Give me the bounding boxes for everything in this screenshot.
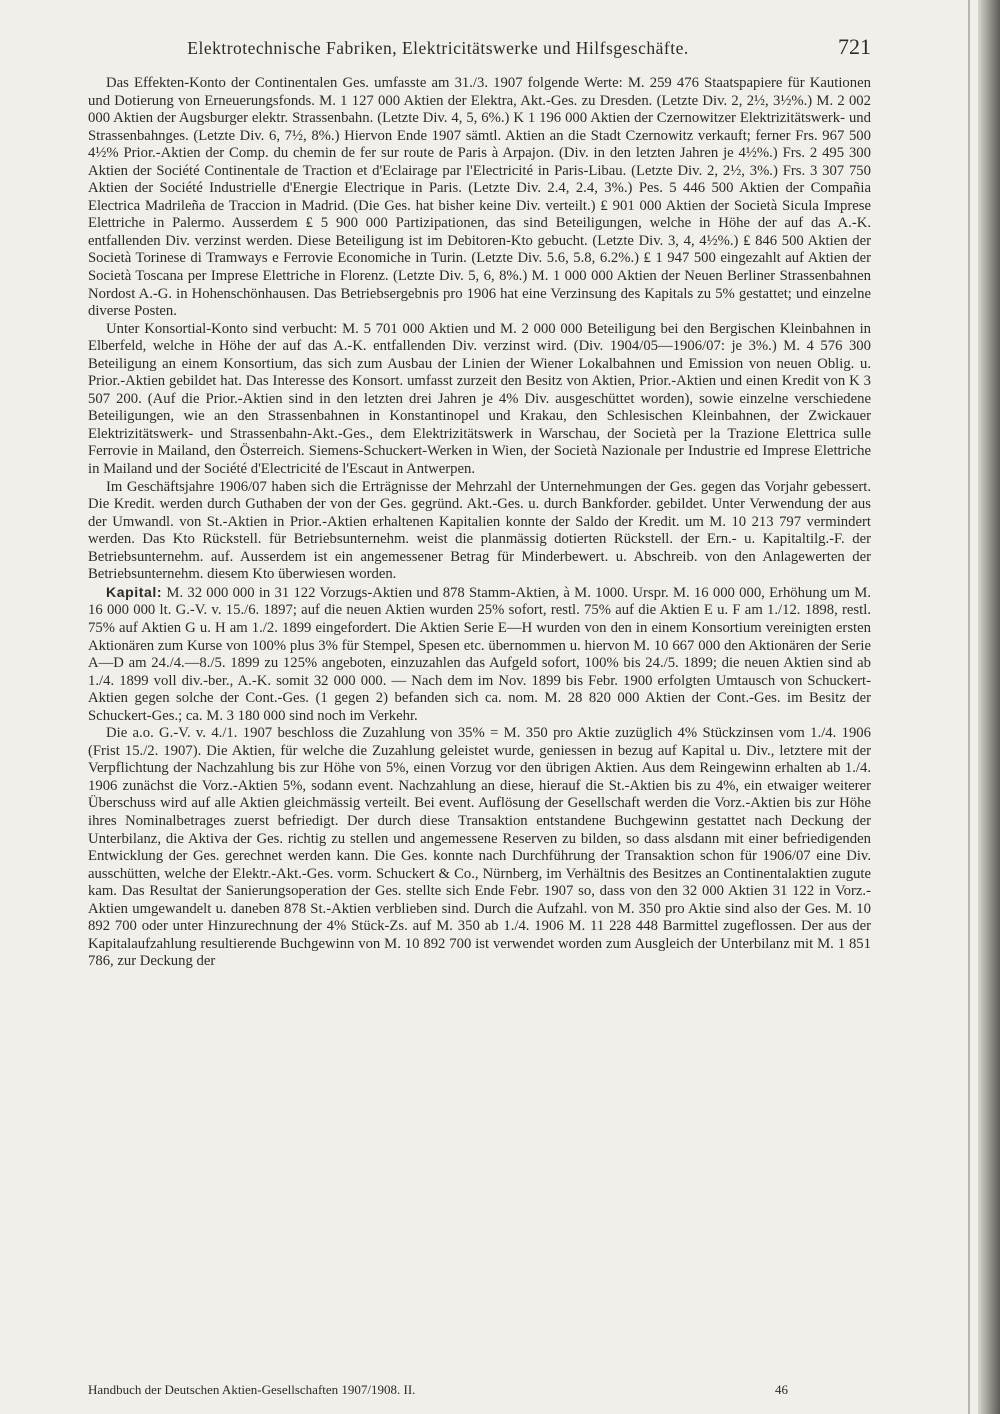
paragraph-konsortial-konto <box>88 321 871 479</box>
paragraph-text: M. 32 000 000 in 31 122 Vorzugs-Aktien und 878 Stamm-Aktien, à M. 1000. Urspr. M. 16 000 000, Erhöhung um M. 16 000 000 lt. G.-V. v. 15./6. 1897; auf die neuen Aktien wurden 25% sofort, restl. 75% auf die Aktien E u. F am 1./12. 1898, restl. 75% auf Aktien G u. H am 1./2. 1899 eingefordert. Die Aktien Serie E—H wurden von den in einem Konsortium vereinigten ersten Aktionären zum Kurse von 100% plus 3% für Stempel, Spesen etc. übernommen u. hiervon M. 10 667 000 den Aktionären der Serie A—D am 24./4.—8./5. 1899 zu 125% angeboten, einzuzahlen das Aufgeld sofort, 100% bis 24./5. 1899; die neuen Aktien sind ab 1./4. 1899 voll div.-ber., A.-K. somit 32 000 000. — Nach dem im Nov. 1899 bis Febr. 1900 erfolgten Umtausch von Schuckert-Aktien gegen solche der Cont.-Ges. (1 gegen 2) befanden sich ca. nom. M. 28 820 000 Aktien der Cont.-Ges. im Besitz der Schuckert-Ges.; ca. M. 3 180 000 sind noch im Verkehr. <box>88 584 872 724</box>
article-body <box>88 75 871 971</box>
paragraph-text: Die a.o. G.-V. v. 4./1. 1907 beschloss die Zuzahlung von 35% = M. 350 pro Aktie zuzüglich 4% Stückzinsen vom 1./4. 1906 (Frist 15./2. 1907). Die Aktien, für welche die Zuzahlung geleistet wurde, geniessen in bezug auf Kapital u. Div., letztere mit der Verpflichtung der Nachzahlung bis zur Höhe von 5%, einen Vorzug vor den übrigen Aktien. Aus dem Reingewinn erhalten ab 1./4. 1906 zunächst die Vorz.-Aktien 5%, sodann event. Nachzahlung an diese, hierauf die St.-Aktien bis zu 4%, ein etwaiger weiterer Überschuss wird auf alle Aktien gleichmässig verteilt. Bei event. Auflösung der Gesellschaft werden die Vorz.-Aktien bis zur Höhe ihres Nominalbetrages zuerst befriedigt. Der durch diese Transaktion entstandene Buchgewinn gestattet nach Deckung der Unterbilanz, die Aktiva der Ges. richtig zu stellen und angemessene Reserven zu bilden, so dass alsdann mit einer befriedigenden Entwicklung der Ges. gerechnet werden kann. Die Ges. konnte nach Durchführung der Transaktion schon für 1906/07 eine Div. ausschütten, welche der Elektr.-Akt.-Ges. vorm. Schuckert & Co., Nürnberg, im Verhältnis des Besitzes an Continentalaktien zugute kam. Das Resultat der Sanierungsoperation der Ges. stellte sich Ende Febr. 1907 so, dass von den 32 000 Aktien 31 122 in Vorz.-Aktien umgewandelt u. daneben 878 St.-Aktien verblieben sind. Durch die Aufzahl. von M. 350 pro Aktie sind also der Ges. M. 10 892 700 oder unter Hinzurechnung der 4% Stück-Zs. auf M. 350 ab 1./4. 1906 M. 11 228 448 Barmittel zugeflossen. Der aus der Kapitalaufzahlung resultierende Buchgewinn von M. 10 892 700 ist verwendet worden zum Ausgleich der Unterbilanz mit M. 1 851 786, zur Deckung der <box>88 725 871 970</box>
running-head <box>88 34 871 60</box>
page-gutter-line <box>968 0 970 1414</box>
paragraph-kapital <box>88 584 871 725</box>
paragraph-effekten-konto <box>88 75 871 321</box>
paragraph-text: Das Effekten-Konto der Continentalen Ges. umfasste am 31./3. 1907 folgende Werte: M. 259 476 Staatspapiere für Kautionen und Dotierung von Erneuerungsfonds. M. 1 127 000 Aktien der Elektra, Akt.-Ges. zu Dresden. (Letzte Div. 2, 2½, 3½%.) M. 2 002 000 Aktien der Augsburger elektr. Strassenbahn. (Letzte Div. 4, 5, 6%.) K 1 196 000 Aktien der Czernowitzer Elektrizitätswerk- und Strassenbahnges. (Letzte Div. 6, 7½, 8%.) Hiervon Ende 1907 sämtl. Aktien an die Stadt Czernowitz verkauft; ferner Frs. 967 500 4½% Prior.-Aktien der Comp. du chemin de fer sur route de Paris à Arpajon. (Div. in den letzten Jahren je 4½%.) Frs. 2 495 300 Aktien der Société Continentale de Traction et d'Eclairage par l'Electricité in Paris-Libau. (Letzte Div. 2, 2½, 3%.) Frs. 3 307 750 Aktien der Société Industrielle d'Energie Electrique in Paris. (Letzte Div. 2.4, 2.4, 3%.) Pes. 5 446 500 Aktien der Compañia Electrica Madrileña de Traccion in Madrid. (Die Ges. hat bisher keine Div. verteilt.) ₤ 901 000 Aktien der Società Sicula Imprese Elettriche in Palermo. Ausserdem ₤ 5 900 000 Partizipationen, das sind Beteiligungen, welche in Höhe der auf das A.-K. entfallenden Div. verzinst werden. Diese Beteiligung ist im Debitoren-Kto gebucht. (Letzte Div. 3, 4, 4½%.) ₤ 846 500 Aktien der Società Torinese di Tramways e Ferrovie Economiche in Turin. (Letzte Div. 5.6, 5.8, 6.2%.) ₤ 1 947 500 eingezahlt auf Aktien der Società Toscana per Imprese Elettriche in Florenz. (Letzte Div. 5, 6, 8%.) M. 1 000 000 Aktien der Neuen Berliner Strassenbahnen Nordost A.-G. in Hohenschönhausen. Das Betriebsergebnis pro 1906 hat eine Verzinsung des Kapitals zu 5% gestattet; und einzelne diverse Posten. <box>88 75 871 320</box>
footer-sheet-number: 46 <box>775 1382 788 1397</box>
page-edge-shadow <box>978 0 1000 1414</box>
paragraph-geschaeftsjahr <box>88 479 871 584</box>
running-title: Elektrotechnische Fabriken, Elektricitätswerke und Hilfsgeschäfte. <box>187 38 689 58</box>
kapital-label: Kapital: <box>106 583 163 600</box>
footer-source: Handbuch der Deutschen Aktien-Gesellschaften 1907/1908. II. <box>88 1382 416 1397</box>
paragraph-text: Im Geschäftsjahre 1906/07 haben sich die Erträgnisse der Mehrzahl der Unternehmungen der Ges. gegen das Vorjahr gebessert. Die Kredit. werden durch Guthaben der von der Ges. gegründ. Akt.-Ges. u. durch Bankforder. gebildet. Unter Verwendung der aus der Umwandl. von St.-Aktien in Prior.-Aktien erhaltenen Kapitalien konnte der Saldo der Kredit. um M. 10 213 797 vermindert werden. Das Kto Rückstell. für Betriebsunternehm. weist die planmässig dotierten Rückstell. der Ern.- u. Kapitaltilg.-F. der Betriebsunternehm. auf. Ausserdem ist ein angemessener Betrag für Minderbewert. u. Abschreib. von den Anlagewerten der Betriebsunternehm. diesem Kto überwiesen worden. <box>88 478 871 583</box>
paragraph-text: Unter Konsortial-Konto sind verbucht: M. 5 701 000 Aktien und M. 2 000 000 Beteiligung bei den Bergischen Kleinbahnen in Elberfeld, welche in Höhe der auf das A.-K. entfallenden Div. verzinst wird. (Div. 1904/05—1906/07: je 3%.) M. 4 576 300 Beteiligung an einem Konsortium, das sich zum Ausbau der Linien der Wiener Lokalbahnen und Emission von neuen Oblig. u. Prior.-Aktien gebildet hat. Das Interesse des Konsort. umfasst zurzeit den Besitz von Aktien, Prior.-Aktien und einen Kredit von K 3 507 200. (Auf die Prior.-Aktien sind in den letzten drei Jahren je 4% Div. ausgeschüttet worden), sowie einzelne verschiedene Beteiligungen, wie an den Strassenbahnen in Konstantinopel und Krakau, den Schlesischen Kleinbahnen, der Zwickauer Elektrizitätswerk- und Strassenbahn-Akt.-Ges., dem Elektrizitätswerk in Warschau, der Società per la Trazione Elettrica sulle Ferrovie in Mailand, den Österreich. Siemens-Schuckert-Werken in Wien, der Società Nazionale per Industrie ed Imprese Elettriche in Mailand und der Société d'Electricité de l'Escaut in Antwerpen. <box>88 320 871 478</box>
page-footer <box>88 1382 788 1398</box>
page-number: 721 <box>838 34 871 59</box>
paragraph-zuzahlung <box>88 725 871 971</box>
